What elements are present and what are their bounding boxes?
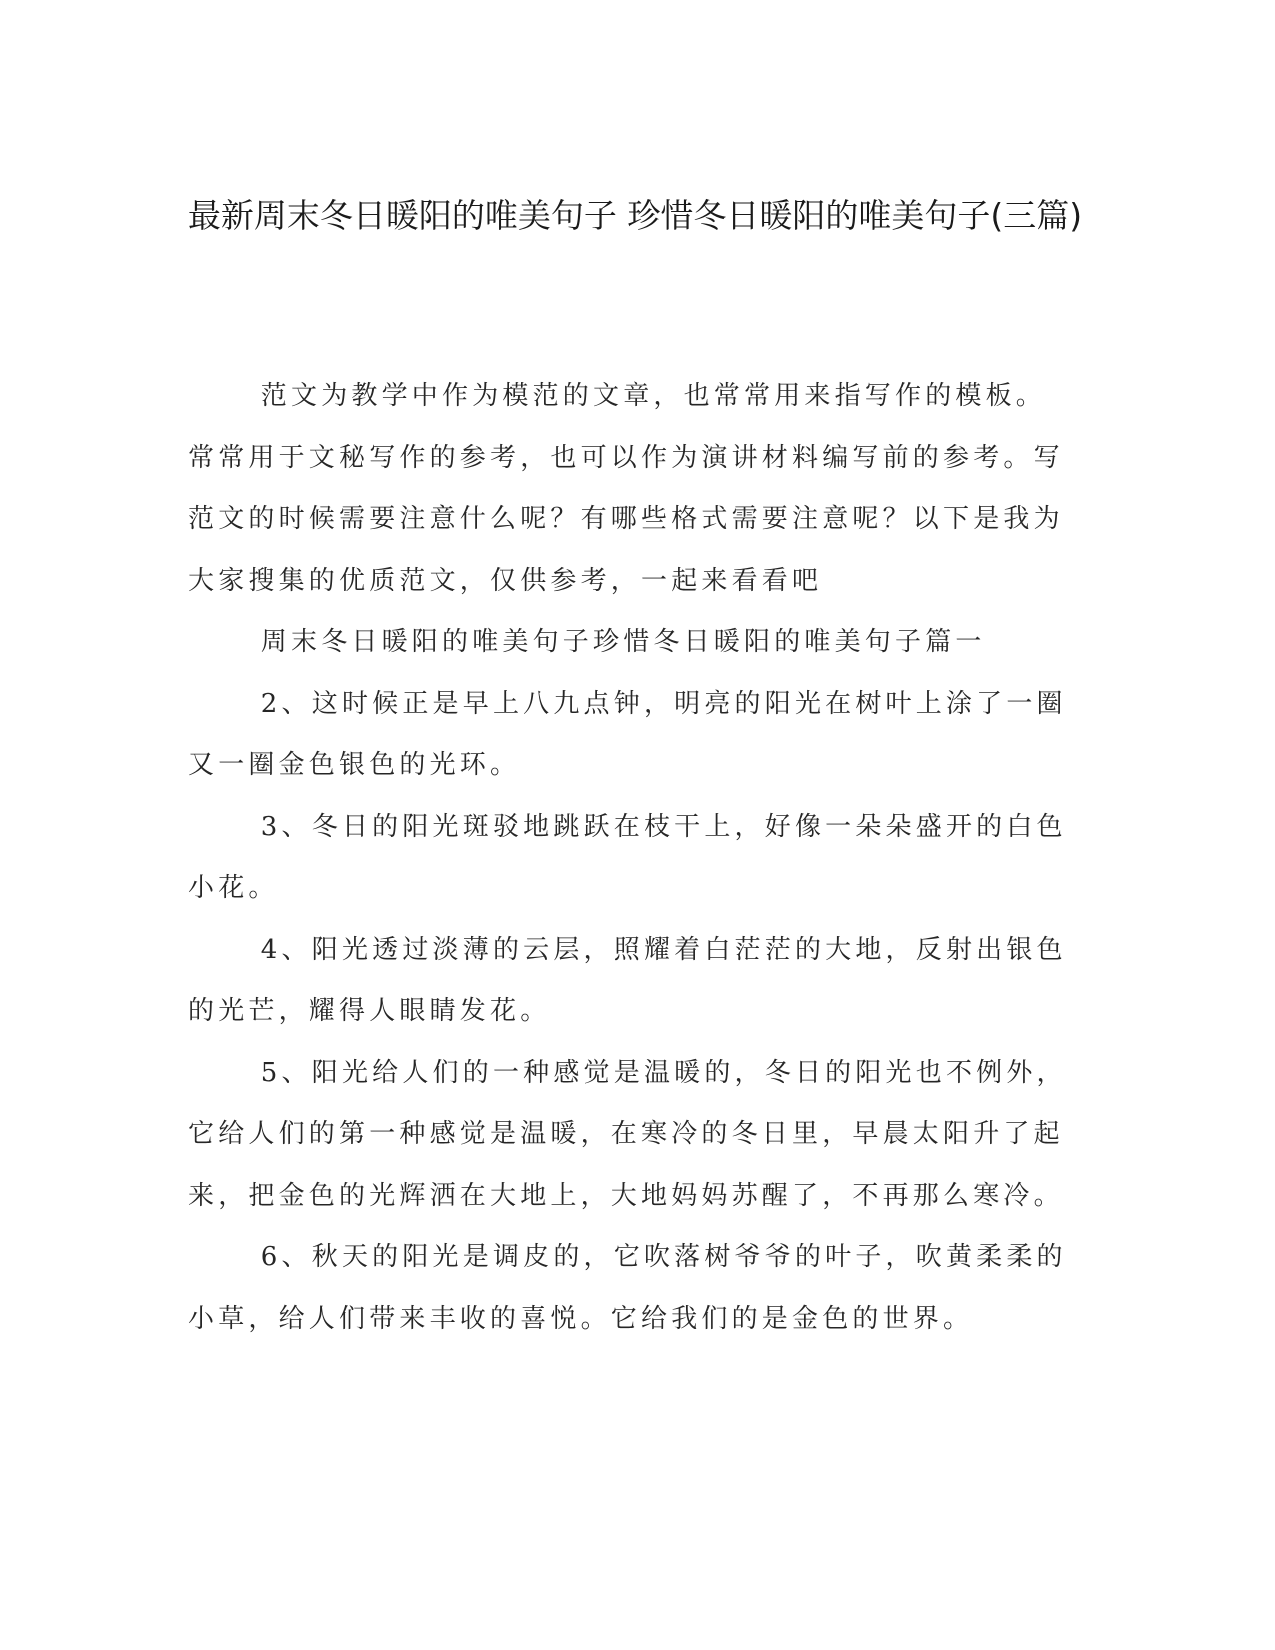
document-title: 最新周末冬日暖阳的唯美句子 珍惜冬日暖阳的唯美句子(三篇) xyxy=(187,196,1083,235)
paragraph-item-2: 2、这时候正是早上八九点钟，明亮的阳光在树叶上涂了一圈又一圈金色银色的光环。 xyxy=(188,688,1067,780)
paragraph-section-heading: 周末冬日暖阳的唯美句子珍惜冬日暖阳的唯美句子篇一 xyxy=(260,627,986,657)
paragraph-item-5: 5、阳光给人们的一种感觉是温暖的，冬日的阳光也不例外，它给人们的第一种感觉是温暖，在寒冷的冬日里，早晨太阳升了起来，把金色的光辉洒在大地上，大地妈妈苏醒了，不再那么寒冷。 xyxy=(188,1057,1067,1211)
paragraph-item-3: 3、冬日的阳光斑驳地跳跃在枝干上，好像一朵朵盛开的白色小花。 xyxy=(188,811,1067,903)
paragraph-intro: 范文为教学中作为模范的文章，也常常用来指写作的模板。常常用于文秘写作的参考，也可以作为演讲材料编写前的参考。写范文的时候需要注意什么呢？有哪些格式需要注意呢？以下是我为大家搜集的优质范文，仅供参考，一起来看看吧 xyxy=(188,381,1064,596)
paragraph-item-6: 6、秋天的阳光是调皮的，它吹落树爷爷的叶子，吹黄柔柔的小草，给人们带来丰收的喜悦。它给我们的是金色的世界。 xyxy=(188,1242,1067,1334)
paragraph-item-4: 4、阳光透过淡薄的云层，照耀着白茫茫的大地，反射出银色的光芒，耀得人眼睛发花。 xyxy=(188,934,1067,1026)
document-body xyxy=(188,366,1068,1350)
